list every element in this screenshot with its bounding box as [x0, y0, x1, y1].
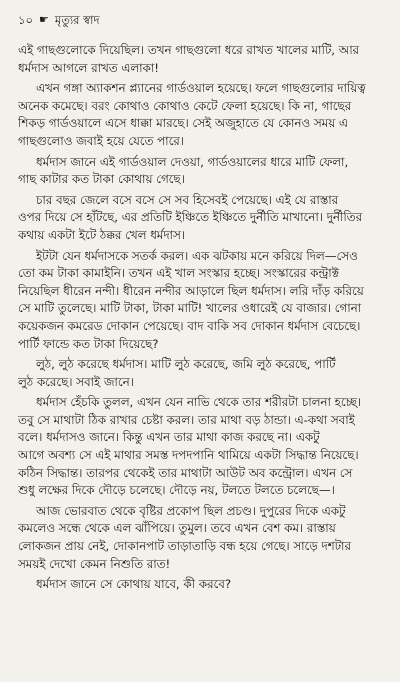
text-line: লুঠ করেছে। সবাই জানে।	[18, 374, 134, 389]
text-line: বলে। ধর্মদাসও জানে। কিন্তু এখন তার মাথা কাজ করছে না। একটু	[18, 430, 320, 445]
text-line: শুধু লক্ষের দিকে দৌড়ে চলেছে। দৌড়ে নয়, টলতে টলতে চলেছে—।	[18, 483, 335, 498]
text-line: তবু সে মাথাটা ঠিক রাখার চেষ্টা করল। তার মাথা বড় ঠান্ডা। এ-কথা সবাই	[18, 412, 355, 427]
text-line: লোকজন প্রায় নেই, দোকানপাট তাড়াতাড়ি বন্ধ হয়ে গেছে। সাড়ে দশটার	[18, 539, 351, 554]
text-line: এই গাছগুলোকে দিয়েছিল। তখন গাছগুলো ধরে রাখত খালের মাটি, আর	[18, 43, 360, 57]
text-line: চার বছর জেলে বসে বসে সে সব হিসেবই পেয়েছে। এই যে রাস্তার	[36, 192, 339, 207]
text-line: কয়েকজন কমরেড দোকান পেয়েছে। বাদ বাকি সব দোকান ধর্মদাস বেচেছে।	[18, 318, 361, 333]
text-line: আগে অবশ্য সে এই মাথার সমস্ত দপদপানি থামিয়ে একটা সিদ্ধান্ত নিয়েছে।	[18, 448, 359, 463]
text-line: ধর্মদাস জানে এই গার্ডওয়াল দেওয়া, গার্ডওয়ালের ধারে মাটি ফেলা,	[36, 154, 349, 169]
paragraph	[18, 394, 378, 500]
running-header	[18, 12, 378, 28]
paragraph	[18, 42, 378, 77]
text-line: গাছ কাটার কত টাকা কোথায় গেছে।	[18, 172, 185, 187]
text-line: শিকড় গার্ডওয়ালে এসে ধাক্কা মারছে। সেই অজুহাতে যে কোনও সময় এ	[18, 116, 348, 131]
text-line: নিয়েছিল ধীরেন নন্দী। ধীরেন নন্দীর আড়ালে ছিল ধর্মদাস। লরি দাঁড় করিয়ে	[18, 283, 364, 298]
paragraph	[18, 503, 378, 573]
text-line: সে মাটি তুলেছে। মাটি টাকা, টাকা মাটি! খালের ওধারেই যে বাজার। গোনা	[18, 301, 362, 316]
text-line: আজ ভোরবাত থেকে বৃষ্টির প্রকোপ ছিল প্রচণ্ড। দুপুরের দিকে একটু	[36, 503, 346, 518]
paragraph	[18, 576, 378, 594]
body-text	[18, 42, 378, 594]
text-line: লুঠ, লুঠ করেছে ধর্মদাস। মাটি লুঠ করেছে, জমি লুঠ করেছে, পার্টি	[36, 357, 336, 372]
text-line: কমলেও সন্ধে থেকে এল ঝাঁপিয়ে। তুমুল। তবে এখন বেশ কম। রাস্তায়	[18, 521, 336, 536]
text-line: ধর্মদাস জানে সে কোথায় যাবে, কী করবে?	[36, 577, 232, 592]
text-line: পার্টি ফান্ডে কত টাকা দিয়েছে?	[18, 336, 159, 351]
pointing-hand-icon: ☛	[38, 13, 49, 26]
page-number: ১০	[18, 13, 33, 27]
paragraph	[18, 248, 378, 354]
text-line: ওপর দিয়ে সে হাঁটছে, এর প্রতিটি ইঞ্চিতে ইঞ্চিতে দুর্নীতি মাখানো। দুর্নীতির	[18, 210, 363, 225]
running-title: মৃত্যুর স্বাদ	[54, 13, 100, 27]
text-line: কথায় একটা ইটে ঠক্কর খেল ধর্মদাস।	[18, 227, 185, 242]
paragraph	[18, 80, 378, 150]
paragraph	[18, 154, 378, 189]
text-line: কঠিন সিদ্ধান্ত। তারপর থেকেই তার মাথাটা আউট অব কন্ট্রোল। এখন সে	[18, 465, 353, 480]
text-line: অনেক কমেছে। বরং কোথাও কোথাও কেটে ফেলা হয়েছে। কি না, গাছের	[18, 98, 352, 113]
text-line: সময়ই দেখো কেমন নিশুতি রাত!	[18, 556, 171, 571]
text-line: ইটটা যেন ধর্মদাসকে সতর্ক করল। এক ঝটকায় মনে করিয়ে দিল—সেও	[36, 248, 358, 263]
text-line: এখন গঙ্গা অ্যাকশন প্ল্যানের গার্ডওয়াল হয়েছে। ফলে গাছগুলোর দায়িত্ব	[36, 81, 366, 96]
text-line: ধর্মদাস হেঁচকি তুলল, এখন যেন নাভি থেকে তার শরীরটা চালনা হচ্ছে।	[36, 395, 361, 410]
text-line: গাছগুলোও জবাই হয়ে যেতে পারে।	[18, 133, 185, 148]
paragraph	[18, 192, 378, 245]
text-line: ধর্মদাস আগলে রাখত এলাকা!	[18, 60, 159, 75]
text-line: তো কম টাকা কামাইনি। তখন এই খাল সংস্কার হচ্ছে। সংস্কারের কন্ট্রাক্ট	[18, 266, 339, 281]
paragraph	[18, 356, 378, 391]
